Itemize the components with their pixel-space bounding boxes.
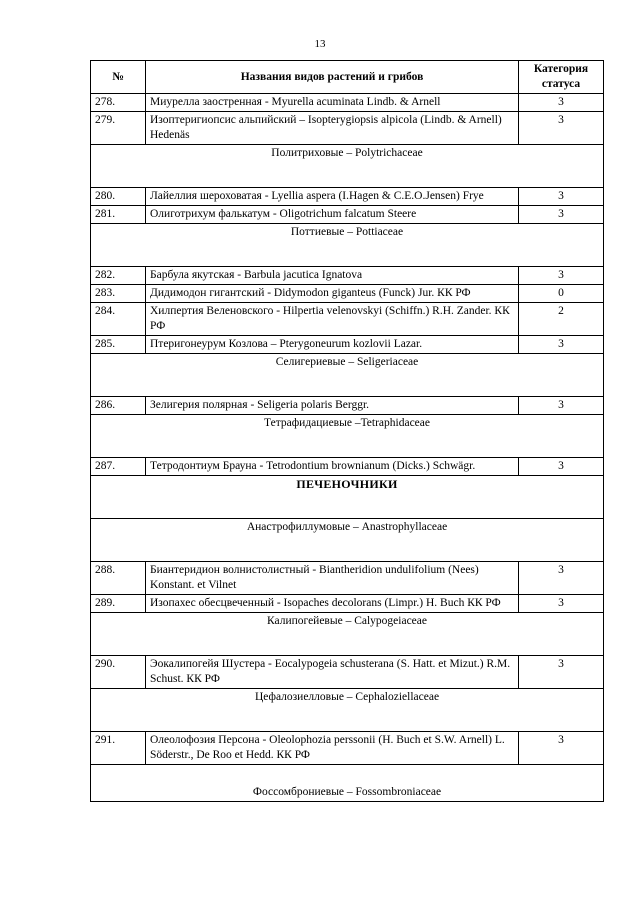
species-name: Миурелла заостренная - Myurella acuminata Lindb. & Arnell bbox=[146, 94, 519, 112]
family-heading: Тетрафидациевые –Tetraphidaceae bbox=[91, 415, 604, 458]
table-row bbox=[91, 732, 604, 765]
row-number: 279. bbox=[91, 112, 146, 145]
row-number: 287. bbox=[91, 458, 146, 476]
status-category: 3 bbox=[519, 188, 604, 206]
family-row bbox=[91, 613, 604, 656]
family-row bbox=[91, 224, 604, 267]
row-number: 291. bbox=[91, 732, 146, 765]
family-heading: Поттиевые – Pottiaceae bbox=[91, 224, 604, 267]
table-header-row bbox=[91, 61, 604, 94]
table-row bbox=[91, 397, 604, 415]
status-category: 3 bbox=[519, 267, 604, 285]
family-row bbox=[91, 415, 604, 458]
row-number: 284. bbox=[91, 303, 146, 336]
status-category: 3 bbox=[519, 562, 604, 595]
row-number: 286. bbox=[91, 397, 146, 415]
status-category: 3 bbox=[519, 397, 604, 415]
row-number: 282. bbox=[91, 267, 146, 285]
page-number: 13 bbox=[314, 38, 326, 50]
header-category-line1: Категория bbox=[533, 63, 589, 75]
row-number: 280. bbox=[91, 188, 146, 206]
table-row bbox=[91, 267, 604, 285]
section-heading: ПЕЧЕНОЧНИКИ bbox=[91, 476, 604, 519]
header-category bbox=[519, 61, 604, 94]
table-row bbox=[91, 303, 604, 336]
status-category: 3 bbox=[519, 732, 604, 765]
row-number: 283. bbox=[91, 285, 146, 303]
row-number: 278. bbox=[91, 94, 146, 112]
section-row bbox=[91, 476, 604, 519]
species-name: Птеригонеурум Козлова – Pterygoneurum kozlovii Lazar. bbox=[146, 336, 519, 354]
table-row bbox=[91, 112, 604, 145]
table-row bbox=[91, 206, 604, 224]
status-category: 3 bbox=[519, 206, 604, 224]
header-species-name: Названия видов растений и грибов bbox=[146, 61, 519, 94]
row-number: 281. bbox=[91, 206, 146, 224]
family-heading: Фоссомброниевые – Fossombroniaceae bbox=[91, 765, 604, 802]
family-row bbox=[91, 765, 604, 802]
species-name: Биантеридион волнистолистный - Biantheridion undulifolium (Nees) Konstant. et Vilnet bbox=[146, 562, 519, 595]
table-row bbox=[91, 458, 604, 476]
status-category: 3 bbox=[519, 336, 604, 354]
family-row bbox=[91, 354, 604, 397]
species-name: Лайеллия шероховатая - Lyellia aspera (I.Hagen & C.E.O.Jensen) Frye bbox=[146, 188, 519, 206]
row-number: 289. bbox=[91, 595, 146, 613]
table-row bbox=[91, 285, 604, 303]
header-number: № bbox=[91, 61, 146, 94]
species-name: Хилпертия Веленовского - Hilpertia velenovskyi (Schiffn.) R.H. Zander. КК РФ bbox=[146, 303, 519, 336]
status-category: 3 bbox=[519, 94, 604, 112]
species-name: Олиготрихум фалькатум - Oligotrichum falcatum Steere bbox=[146, 206, 519, 224]
row-number: 285. bbox=[91, 336, 146, 354]
family-row bbox=[91, 519, 604, 562]
header-category-line2: статуса bbox=[541, 78, 581, 90]
family-heading: Селигериевые – Seligeriaceae bbox=[91, 354, 604, 397]
family-heading: Политриховые – Polytrichaceae bbox=[91, 145, 604, 188]
row-number: 290. bbox=[91, 656, 146, 689]
table-row bbox=[91, 562, 604, 595]
species-name: Зелигерия полярная - Seligeria polaris Berggr. bbox=[146, 397, 519, 415]
table-row bbox=[91, 94, 604, 112]
species-name: Изопахес обесцвеченный - Isopaches decolorans (Limpr.) H. Buch КК РФ bbox=[146, 595, 519, 613]
species-name: Эокалипогейя Шустера - Eocalypogeia schusterana (S. Hatt. et Mizut.) R.M. Schust. КК РФ bbox=[146, 656, 519, 689]
table-row bbox=[91, 188, 604, 206]
species-table bbox=[90, 60, 604, 802]
family-row bbox=[91, 689, 604, 732]
row-number: 288. bbox=[91, 562, 146, 595]
table-row bbox=[91, 595, 604, 613]
species-name: Изоптеригиопсис альпийский – Isopterygiopsis alpicola (Lindb. & Arnell) Hedenäs bbox=[146, 112, 519, 145]
species-name: Олеолофозия Персона - Oleolophozia perssonii (H. Buch et S.W. Arnell) L. Söderstr., De Roo et Hedd. КК РФ bbox=[146, 732, 519, 765]
status-category: 3 bbox=[519, 458, 604, 476]
table-row bbox=[91, 336, 604, 354]
status-category: 0 bbox=[519, 285, 604, 303]
species-name: Тетродонтиум Брауна - Tetrodontium brownianum (Dicks.) Schwägr. bbox=[146, 458, 519, 476]
family-heading: Калипогейевые – Calypogeiaceae bbox=[91, 613, 604, 656]
family-heading: Цефалозиелловые – Cephaloziellaceae bbox=[91, 689, 604, 732]
table-row bbox=[91, 656, 604, 689]
status-category: 2 bbox=[519, 303, 604, 336]
family-row bbox=[91, 145, 604, 188]
species-name: Дидимодон гигантский - Didymodon giganteus (Funck) Jur. КК РФ bbox=[146, 285, 519, 303]
species-name: Барбула якутская - Barbula jacutica Ignatova bbox=[146, 267, 519, 285]
family-heading: Анастрофиллумовые – Anastrophyllaceae bbox=[91, 519, 604, 562]
status-category: 3 bbox=[519, 656, 604, 689]
status-category: 3 bbox=[519, 595, 604, 613]
status-category: 3 bbox=[519, 112, 604, 145]
